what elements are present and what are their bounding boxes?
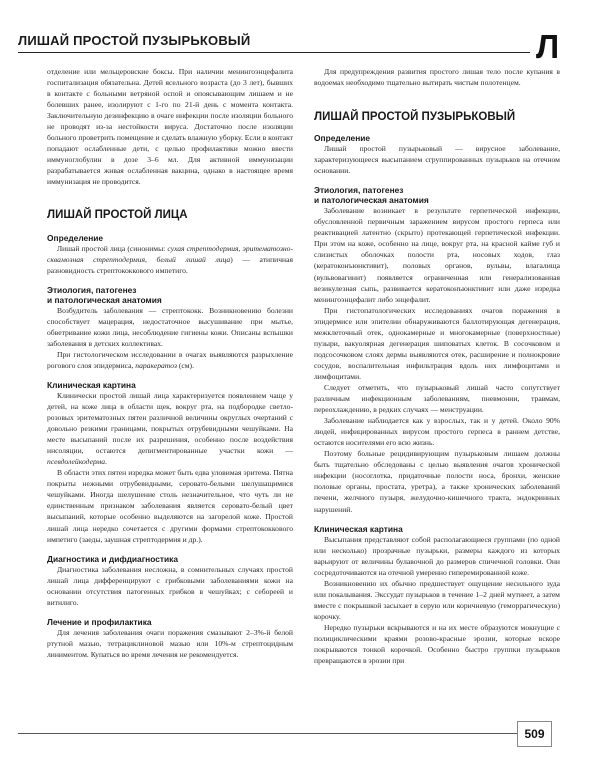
heading-diagnostics: Диагностика и дифдиагностика [47,553,178,564]
paragraph-etiology-2c: Следует отметить, что пузырьковый лишай часто сопутствует различным инфекционным заболеваниям, пневмонии, травмам, переохлаждению, в редких случаях — менструации. [314,382,560,415]
paragraph-etiology-2d: Заболевание наблюдается как у взрослых, так и у детей. Около 90% людей, инфицированных вирусом простого герпеса в раннем детстве, остаются носителями его всю жизнь. [314,416,560,448]
header-rule [18,52,530,53]
section-letter: Л [536,28,560,65]
heading-clinical-picture: Клиническая картина [47,379,136,390]
heading-treatment: Лечение и профилактика [47,616,152,627]
paragraph-intro: отделение или мельцеровские боксы. При наличии менингоэнцефалита госпитализация обязательна. Детей ясельного возраста (до 3 лет), бывших в контакте с больными ветряной оспой и опоясывающим лишаем и не болевших ранее, изолируют с 1-го по 21-й день с момента контакта. Заключительную дезинфекцию в очаге инфекции после изоляции больного не проводят из-за нестойкости вируса. Достаточно после изоляции больного проветрить помещение и сделать влажную уборку. Если в контакт попадают ослабленные дети, с целью профилактики можно ввести иммуноглобулин в дозе 3–6 мл. Для активной иммунизации разрабатывается живая ослабленная вакцина, однако в настоящее время иммунизация не проводится. [47,67,293,187]
heading-definition-2: Определение [314,133,371,144]
paragraph-diagnostics: Диагностика заболевания несложна, в сомнительных случаях простой лишай лица дифференцируют с грибковыми заболеваниями кожи на основании отсутствия патогенных грибков в чешуйках; с себореей и витилиго. [47,564,293,607]
paragraph-etiology-2b: При гистопатологических исследованиях очагов поражения в эпидермисе или эпителии обнаруживаются баллотирующая дегенерация, межклеточный отек, однокамерные и многокамерные (поверхностные) пузыри, вакуолярная дегенерация шиповатых клеток. В сосочковом и подсосочковом слоях дермы выявляются отек, расширение и полнокровие сосудов, воспалительная инфильтрация вдоль них лимфоцитами и лимфоцитами. [314,305,560,381]
paragraph-histology: При гистологическом исследовании в очагах выявляются разрыхление рогового слоя эпидермиса, паракератоз (см). [47,349,293,370]
paragraph-clinical-2c: Нередко пузырьки вскрываются и на их месте образуются мокнущие с полициклическими краями розово-красные эрозии, которые вскоре покрываются тонкой корочкой. Особенно быстро группки пузырьков превращаются в эрозии при [314,622,560,666]
article-title-herpes-simplex: ЛИШАЙ ПРОСТОЙ ПУЗЫРЬКОВЫЙ [314,111,516,124]
paragraph-etiology: Возбудитель заболевания — стрептококк. Возникновению болезни способствует мацерация, недостаточное высушивание при мытье, обветривание кожи лица, несоблюдение гигиены кожи. Описаны вспышки заболевания в детских коллективах. [47,305,293,348]
paragraph-etiology-2e: Поэтому больные рецидивирующим пузырьковым лишаем должны быть тщательно обследованы с целью выявления очагов хронической инфекции (носоглотка, придаточные полости носа, бронхи, женские половые органы, простата, уретра), а также хронических заболеваний печени, желчного пузыря, желудочно-кишечного тракта, эндокринных нарушений. [314,449,560,514]
right-column [314,66,560,666]
footer-rule [18,733,530,734]
paragraph-definition-2: Лишай простой пузырьковый — вирусное заболевание, характеризующееся высыпанием сгруппированных пузырьков на отечном основании. [314,144,560,176]
paragraph-prevention: Для предупреждения развития простого лишая тело после купания в водоемах необходимо тщательно вытирать чистым полотенцем. [314,67,560,88]
synonyms-italic: сухая стрептодермия, эритематозно-сквамозная стрептодермия, белый лишай лица [47,243,293,264]
heading-etiology-2: Этиология, патогенез и патологическая анатомия [314,185,429,206]
left-column [47,66,293,660]
paragraph-clinical-2: В области этих пятен изредка может быть едва уловимая эритема. Пятна покрыты нежными отрубевидными, серовато-белыми шелушащимися чешуйками. Иногда шелушение столь незначительное, что чуть ли не единственным признаком заболевания является серовато-белый цвет высыпаний, которые особенно выделяются на загорелой коже. Простой лишай лица нередко сочетается с другими формами стрептококкового импетиго (заеды, заушная стрептодермия и др.). [47,468,293,544]
article-title-lichen-face: ЛИШАЙ ПРОСТОЙ ЛИЦА [47,208,188,221]
paragraph-clinical-2b: Возникновению их обычно предшествует ощущение несильного зуда или покалывания. Экссудат пузырьков в течение 1–2 дней мутнеет, а затем вместе с покрышкой засыхает в серую или коричневую (геморрагическую) корочку. [314,578,560,621]
term-pseudoleukoderma: псевдолейкодерма [47,457,106,467]
running-header: ЛИШАЙ ПРОСТОЙ ПУЗЫРЬКОВЫЙ [18,33,251,48]
term-parakeratosis: паракератоз [135,360,177,370]
paragraph-treatment: Для лечения заболевания очаги поражения смазывают 2–3%-й белой ртутной мазью, тетрациклиновой мазью или 10%-м стрептоцидным линиментом. Купаться во время лечения не рекомендуется. [47,627,293,659]
page-number: 509 [517,721,552,747]
paragraph-clinical-2a: Высыпания представляют собой располагающиеся группами (по одной или несколько) прозрачные пузырьки, размеры каждого из которых варьируют от величины булавочной до размеров спичечной головки. Они сосредоточиваются на отечной умеренно гиперемированной коже. [314,534,560,577]
paragraph-definition: Лишай простой лица (синонимы: сухая стрептодермия, эритематозно-сквамозная стрептодермия, белый лишай лица) — атипичная разновидность стрептококкового импетиго. [47,243,293,275]
heading-clinical-picture-2: Клиническая картина [314,523,403,534]
heading-etiology: Этиология, патогенез и патологическая анатомия [47,284,162,305]
paragraph-clinical-1: Клинически простой лишай лица характеризуется появлением чаще у детей, на коже лица в области щек, вокруг рта, на подбородке светло-розовых эритематозных пятен различной величины округлых очертаний с довольно резкими границами, покрытых отрубевидными чешуйками. На месте высыпаний после их разрешения, особенно после воздействия инсоляции, остаются депигментированные участки кожи — псевдолейкодерма. [47,390,293,467]
heading-definition: Определение [47,232,104,243]
paragraph-etiology-2a: Заболевание возникает в результате герпетической инфекции, обусловленной первичным заражением вирусом простого герпеса или реактивацией латентно (скрыто) протекающей герпетической инфекции. При этом на коже, особенно на лице, вокруг рта, на красной кайме губ и слизистых оболочках полости рта, носовых ходов, глаз (кератоконъюнктивит), половых органов, вульвы, влагалища (вульвовагинит) появляется ограниченная или генерализованная везикулезная сыпь, развивается кератоконъюнктивит или даже изредка менингоэнцефалит либо энцефалит. [314,206,560,304]
